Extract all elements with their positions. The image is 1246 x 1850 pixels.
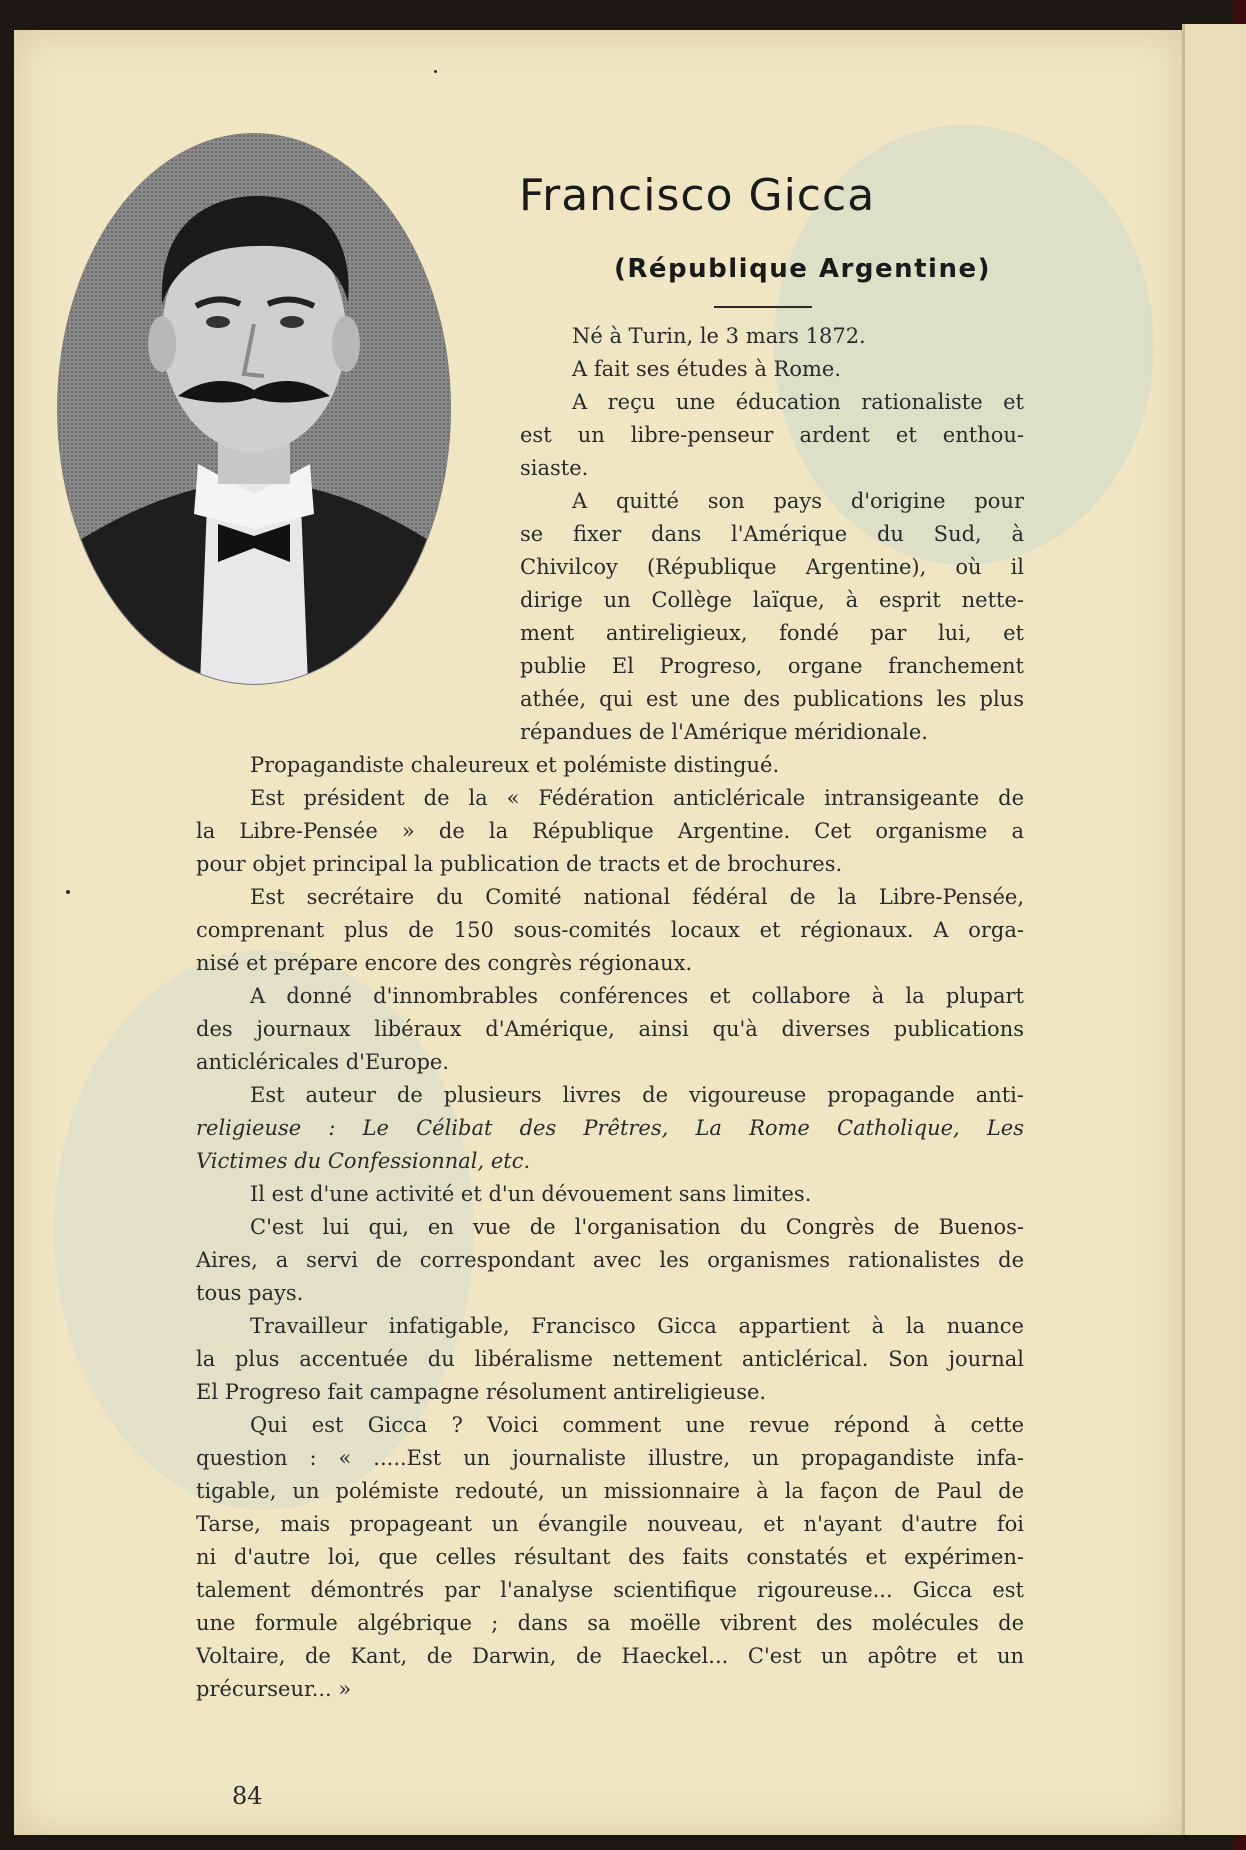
text-line: dirige un Collège laïque, à esprit nette- bbox=[520, 588, 1024, 612]
text-line: Victimes du Confessionnal, etc. bbox=[196, 1149, 531, 1173]
text-line: des journaux libéraux d'Amérique, ainsi qu'à diverses publications bbox=[196, 1017, 1024, 1041]
country-subtitle: (République Argentine) bbox=[614, 254, 991, 284]
text-line: une formule algébrique ; dans sa moëlle vibrent des molécules de bbox=[196, 1611, 1024, 1635]
text-line: Né à Turin, le 3 mars 1872. bbox=[572, 324, 866, 348]
text-line: précurseur... » bbox=[196, 1677, 352, 1701]
text-line: A reçu une éducation rationaliste et bbox=[572, 390, 1024, 414]
text-line: Est président de la « Fédération anticléricale intransigeante de bbox=[250, 786, 1024, 810]
text-line: tigable, un polémiste redouté, un missionnaire à la façon de Paul de bbox=[196, 1479, 1024, 1503]
text-line: la plus accentuée du libéralisme nettement anticlérical. Son journal bbox=[196, 1347, 1024, 1371]
text-line: Tarse, mais propageant un évangile nouveau, et n'ayant d'autre foi bbox=[196, 1512, 1024, 1536]
person-name-title: Francisco Gicca bbox=[519, 170, 876, 221]
text-line: Voltaire, de Kant, de Darwin, de Haeckel... C'est un apôtre et un bbox=[196, 1644, 1024, 1668]
text-line: publie El Progreso, organe franchement bbox=[520, 654, 1024, 678]
text-line: talement démontrés par l'analyse scientifique rigoureuse... Gicca est bbox=[196, 1578, 1024, 1602]
text-line: est un libre-penseur ardent et enthou- bbox=[520, 423, 1024, 447]
text-line: pour objet principal la publication de tracts et de brochures. bbox=[196, 852, 843, 876]
text-line: la Libre-Pensée » de la République Argentine. Cet organisme a bbox=[196, 819, 1024, 843]
text-line: religieuse : Le Célibat des Prêtres, La Rome Catholique, Les bbox=[196, 1116, 1024, 1140]
text-line: question : « .....Est un journaliste illustre, un propagandiste infa- bbox=[196, 1446, 1024, 1470]
article-body bbox=[14, 30, 1182, 1835]
text-line: athée, qui est une des publications les plus bbox=[520, 687, 1024, 711]
text-line: Chivilcoy (République Argentine), où il bbox=[520, 555, 1024, 579]
page-number: 84 bbox=[232, 1782, 263, 1810]
text-line: Travailleur infatigable, Francisco Gicca appartient à la nuance bbox=[250, 1314, 1024, 1338]
paper-speck bbox=[66, 890, 70, 894]
text-line: tous pays. bbox=[196, 1281, 304, 1305]
text-line: anticléricales d'Europe. bbox=[196, 1050, 450, 1074]
text-line: se fixer dans l'Amérique du Sud, à bbox=[520, 522, 1024, 546]
text-line: Aires, a servi de correspondant avec les organismes rationalistes de bbox=[196, 1248, 1024, 1272]
text-line: ni d'autre loi, que celles résultant des faits constatés et expérimen- bbox=[196, 1545, 1024, 1569]
text-line: siaste. bbox=[520, 456, 589, 480]
text-line: répandues de l'Amérique méridionale. bbox=[520, 720, 928, 744]
text-line: C'est lui qui, en vue de l'organisation du Congrès de Buenos- bbox=[250, 1215, 1024, 1239]
text-line: comprenant plus de 150 sous-comités locaux et régionaux. A orga- bbox=[196, 918, 1024, 942]
text-line: ment antireligieux, fondé par lui, et bbox=[520, 621, 1024, 645]
text-line: Est secrétaire du Comité national fédéral de la Libre-Pensée, bbox=[250, 885, 1024, 909]
text-line: A quitté son pays d'origine pour bbox=[572, 489, 1024, 513]
text-line: A donné d'innombrables conférences et collabore à la plupart bbox=[250, 984, 1024, 1008]
adjacent-page-edge bbox=[1182, 24, 1246, 1835]
paper-speck bbox=[434, 70, 437, 73]
text-line: Propagandiste chaleureux et polémiste distingué. bbox=[250, 753, 780, 777]
text-line: nisé et prépare encore des congrès régionaux. bbox=[196, 951, 693, 975]
text-line: A fait ses études à Rome. bbox=[572, 357, 842, 381]
text-line: El Progreso fait campagne résolument antireligieuse. bbox=[196, 1380, 767, 1404]
text-line: Il est d'une activité et d'un dévouement sans limites. bbox=[250, 1182, 812, 1206]
text-line: Est auteur de plusieurs livres de vigoureuse propagande anti- bbox=[250, 1083, 1024, 1107]
book-page bbox=[14, 30, 1182, 1835]
text-line: Qui est Gicca ? Voici comment une revue répond à cette bbox=[250, 1413, 1024, 1437]
